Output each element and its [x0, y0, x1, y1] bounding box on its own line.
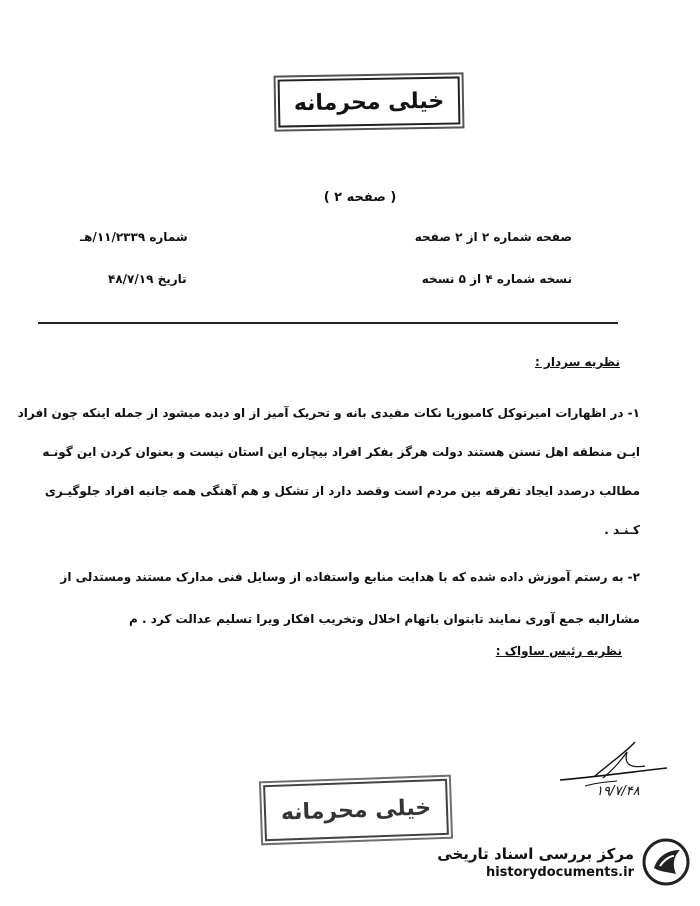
paragraph-line: کـنـد . — [604, 523, 640, 537]
archive-logo-icon — [642, 838, 690, 886]
paragraph-line: مشارالیه جمع آوری نمایند تابتوان باتهام اخلال وتخریب افکار ویرا تسلیم عدالت کرد . م — [129, 612, 640, 626]
paragraph-line: مطالب درصدد ایجاد تفرقه بین مردم است وقصد دارد از تشکل و هم آهنگی همه جانبه افراد جلوگیـری — [44, 484, 640, 498]
commander-opinion-heading: نظریه سردار : — [534, 355, 620, 369]
copy-number-line: نسخه شماره ۴ از ۵ نسخه — [421, 272, 572, 286]
watermark-title: مرکز بررسی اسناد تاریخی — [437, 844, 634, 863]
page-number: ( صفحه ۲ ) — [323, 190, 397, 205]
watermark-text — [437, 845, 634, 880]
savak-head-opinion-heading: نظریه رئیس ساواک : — [495, 644, 622, 658]
document-date: تاریخ ۴۸/۷/۱۹ — [108, 272, 187, 286]
archive-watermark — [418, 830, 690, 894]
paragraph-line: ۲- به رستم آموزش داده شده که با هدایت منابع واستفاده از وسایل فنی مدارک مستند ومستدلی از — [60, 570, 640, 584]
top-stamp-text: خیلی محرمانه — [293, 88, 445, 116]
bottom-stamp-text: خیلی محرمانه — [280, 794, 432, 826]
paragraph-line: ایـن منطقه اهل تسنن هستند دولت هرگز بفکر افراد بیچاره این استان نیست و بعنوان کردن این گونـه — [42, 445, 640, 459]
paragraph-line: ۱- در اظهارات امیرتوکل کامبوزیا نکات مفیدی بانه و تحریک آمیز از او دیده میشود از جمله اینکه چون افراد — [17, 406, 640, 420]
top-classification-stamp — [278, 76, 461, 127]
header-divider — [38, 322, 618, 324]
watermark-site: historydocuments.ir — [485, 864, 634, 880]
page-count-line: صفحه شماره ۲ از ۲ صفحه — [414, 230, 572, 244]
signature-date: ۱۹/۷/۴۸ — [596, 784, 640, 799]
document-number: شماره ۱۱/۲۳۳۹/هـ — [80, 230, 188, 244]
